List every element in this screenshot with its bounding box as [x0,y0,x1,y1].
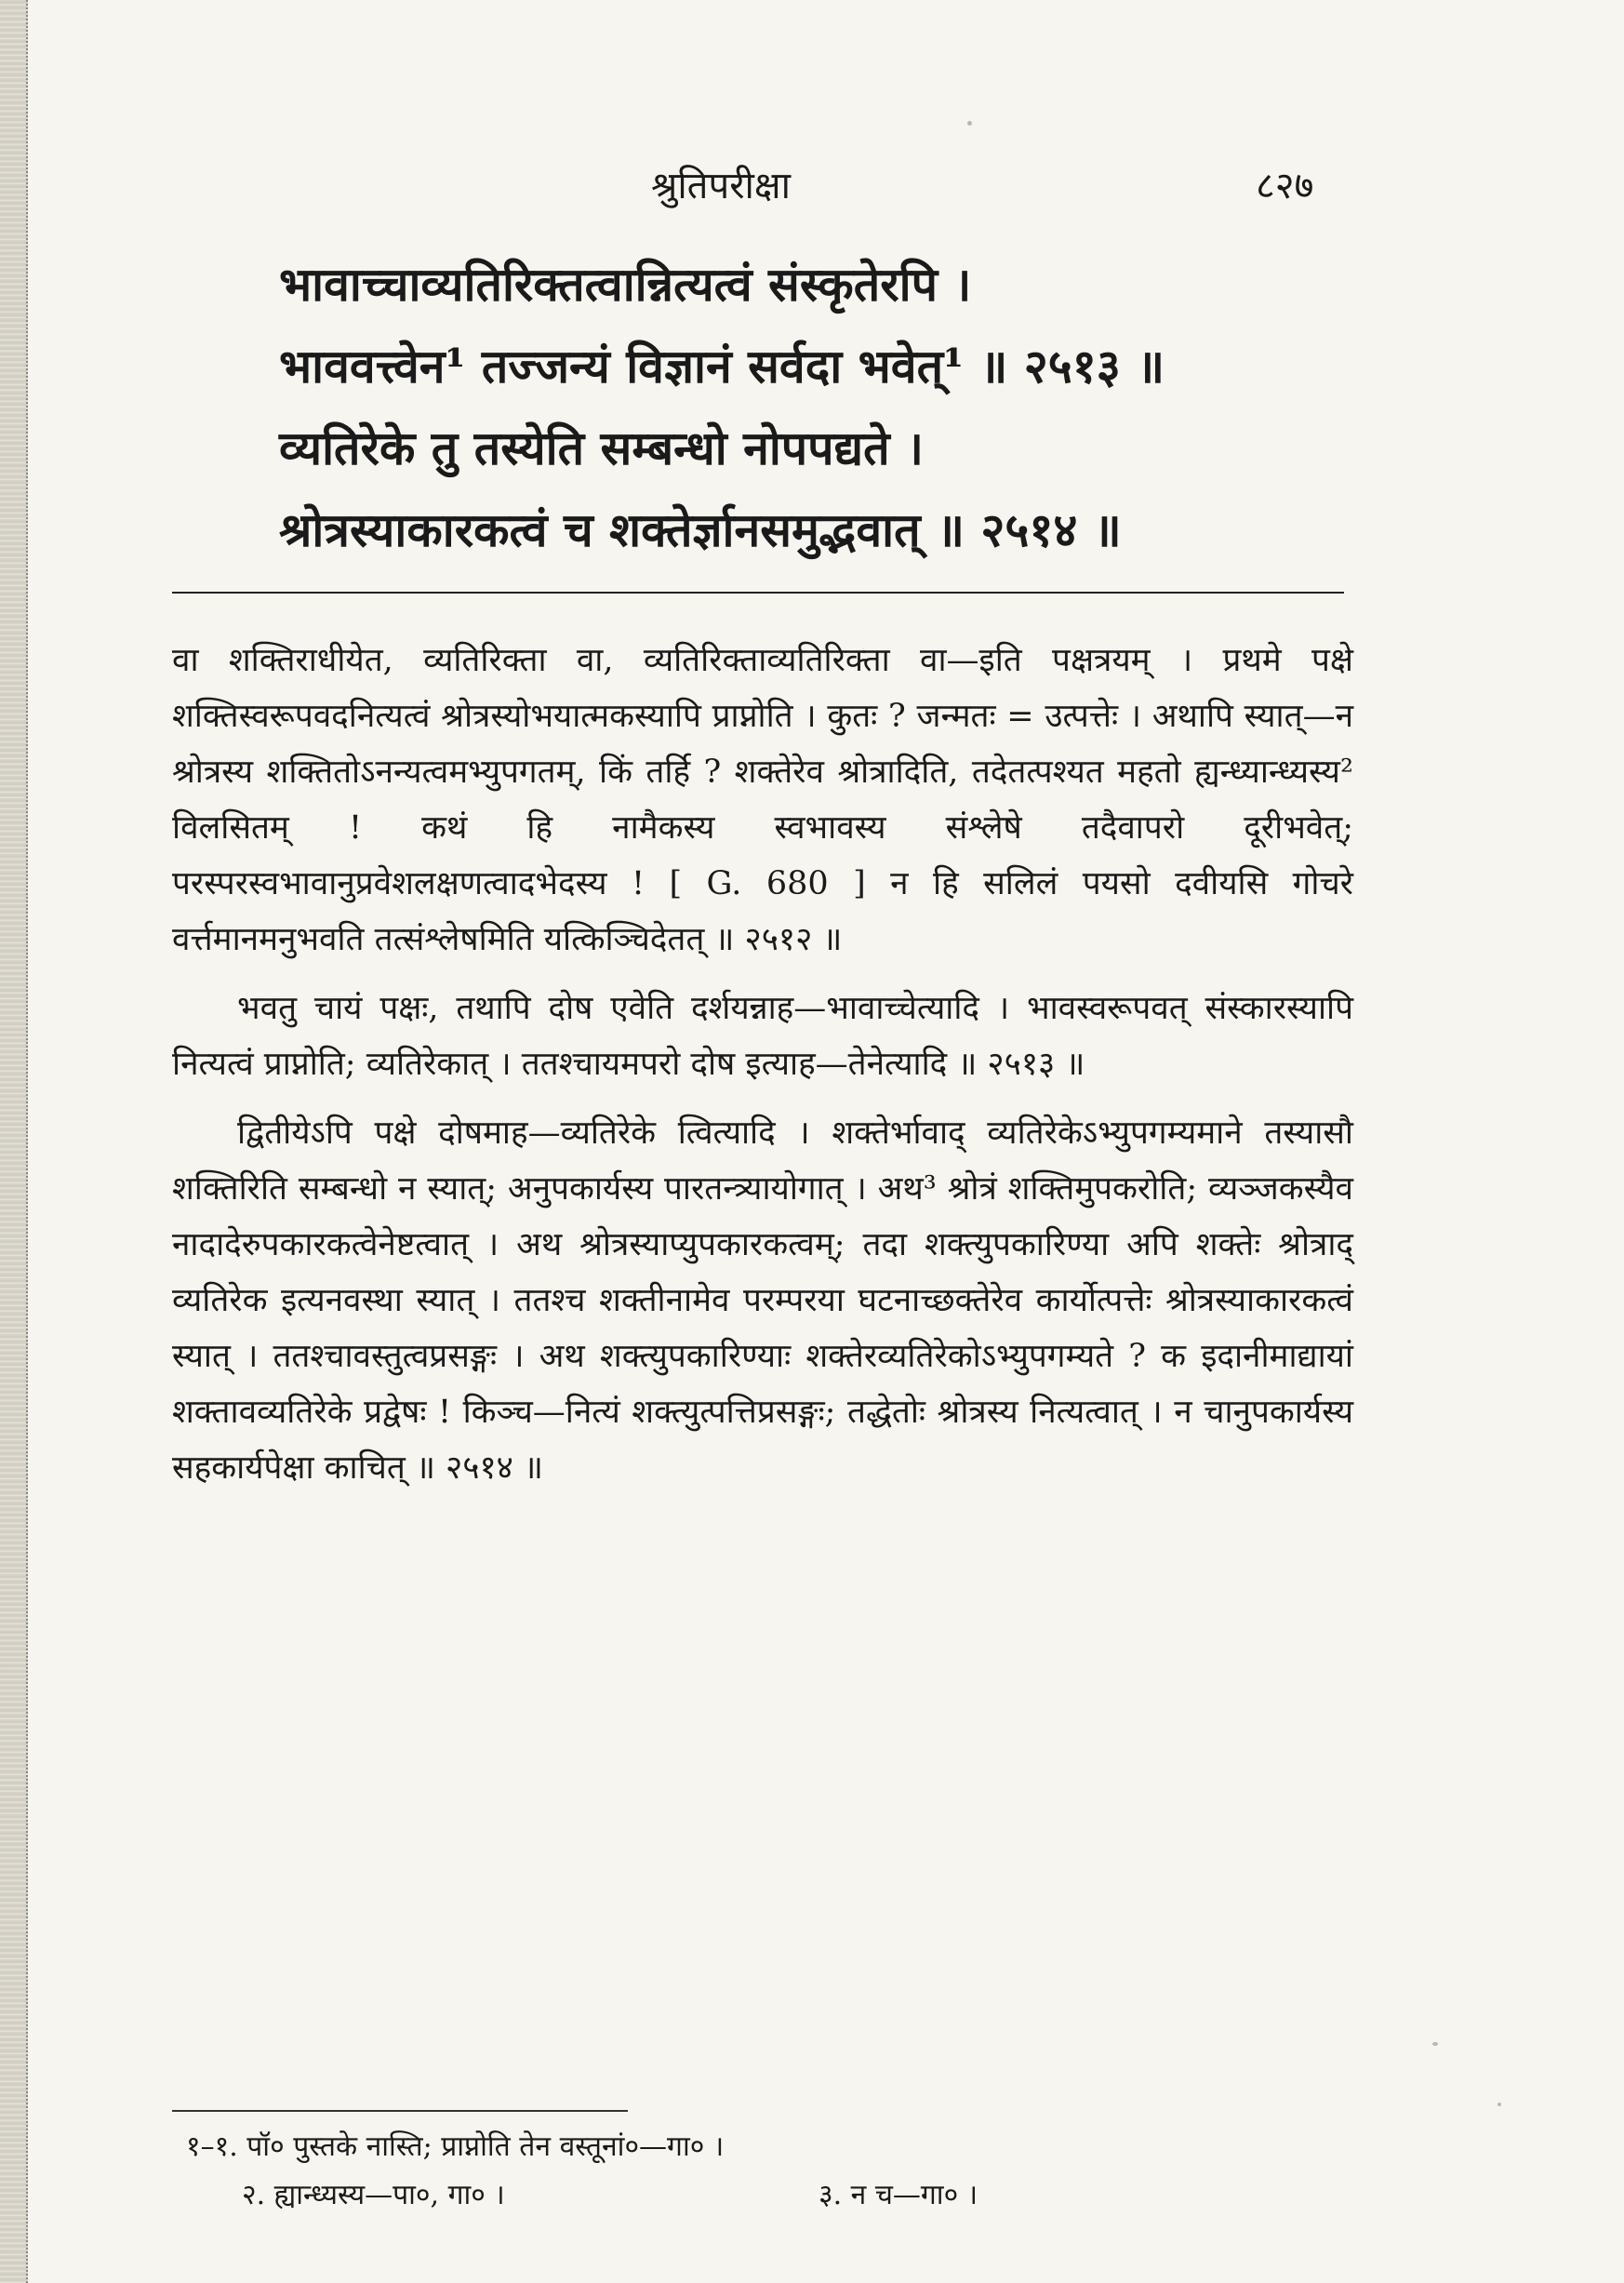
footnote-text: १–१. पॉ० पुस्तके नास्ति; प्राप्नोति तेन वस्तूनां०—गा० । [186,2130,725,2163]
running-title: श्रुतिपरीक्षा [651,165,791,207]
footnote-row [186,2171,1209,2220]
footnote-1 [186,2123,1209,2171]
commentary-paragraph: भवतु चायं पक्षः, तथापि दोष एवेति दर्शयन्नाह—भावाच्चेत्यादि । भावस्वरूपवत् संस्कारस्यापि नित्यत्वं प्राप्नोति; व्यतिरेकात् । ततश्चायमपरो दोष इत्याह—तेनेत्यादि ॥ २५१३ ॥ [172,990,1353,1083]
scan-speck [967,121,972,126]
footnote-2: २. ह्यान्ध्यस्य—पा०, गा० । [242,2179,505,2211]
verse-line: भाववत्त्वेन¹ तज्जन्यं विज्ञानं सर्वदा भवेत्¹ ॥ २५१३ ॥ [279,339,1165,394]
page-number: ८२७ [1256,165,1314,207]
verse-line: भावाच्चाव्यतिरिक्तत्वान्नित्यत्वं संस्कृतेरपि । [279,257,972,312]
footnote-rule [172,2110,628,2112]
scan-speck [1498,2103,1501,2106]
verse-line: व्यतिरेके तु तस्येति सम्बन्धो नोपपद्यते । [279,421,924,475]
commentary-paragraph: वा शक्तिराधीयेत, व्यतिरिक्ता वा, व्यतिरिक्ताव्यतिरिक्ता वा—इति पक्षत्रयम् । प्रथमे पक्षे शक्तिस्वरूपवदनित्यत्वं श्रोत्रस्योभयात्मकस्यापि प्राप्नोति । कुतः ? जन्मतः = उत्पत्तेः । अथापि स्यात्—न श्रोत्रस्य शक्तितोऽनन्यत्वमभ्युपगतम्, किं तर्हि ? शक्तेरेव श्रोत्रादिति, तदेतत्पश्यत महतो ह्यन्ध्यान्ध्यस्य² विलसितम् ! कथं हि नामैकस्य स्वभावस्य संश्लेषे तदैवापरो दूरीभवेत्; परस्परस्वभावानुप्रवेशलक्षणत्वादभेदस्य ! [ G. 680 ] न हि सलिलं पयसो दवीयसि गोचरे वर्त्तमानमनुभवति तत्संश्लेषमिति यत्किञ्चिदेतत् ॥ २५१२ ॥ [172,642,1353,958]
commentary-paragraph: द्वितीयेऽपि पक्षे दोषमाह—व्यतिरेके त्वित्यादि । शक्तेर्भावाद् व्यतिरेकेऽभ्युपगम्यमाने तस्यासौ शक्तिरिति सम्बन्धो न स्यात्; अनुपकार्यस्य पारतन्त्र्यायोगात् । अथ³ श्रोत्रं शक्तिमुपकरोति; व्यञ्जकस्यैव नादादेरुपकारकत्वेनेष्टत्वात् । अथ श्रोत्रस्याप्युपकारकत्वम्; तदा शक्त्युपकारिण्या अपि शक्तेः श्रोत्राद् व्यतिरेक इत्यनवस्था स्यात् । ततश्च शक्तीनामेव परम्परया घटनाच्छक्तेरेव कार्योत्पत्तेः श्रोत्रस्याकारकत्वं स्यात् । ततश्चावस्तुत्वप्रसङ्गः । अथ शक्त्युपकारिण्याः शक्तेरव्यतिरेकोऽभ्युपगम्यते ? क इदानीमाद्यायां शक्तावव्यतिरेके प्रद्वेषः ! किञ्च—नित्यं शक्त्युत्पत्तिप्रसङ्गः; तद्धेतोः श्रोत्रस्य नित्यत्वात् । न चानुपकार्यस्य सहकार्यपेक्षा काचित् ॥ २५१४ ॥ [172,1115,1353,1487]
footnotes [186,2123,1209,2220]
running-header [0,158,1624,223]
commentary-block [172,633,1353,1509]
verse-separator-rule [172,592,1344,594]
verse-line: श्रोत्रस्याकारकत्वं च शक्तेर्ज्ञानसमुद्भवात् ॥ २५१४ ॥ [279,502,1122,557]
scan-speck [1432,2042,1438,2046]
scanned-page-edge [0,0,28,2283]
footnote-3: ३. न च—गा० । [819,2179,978,2211]
